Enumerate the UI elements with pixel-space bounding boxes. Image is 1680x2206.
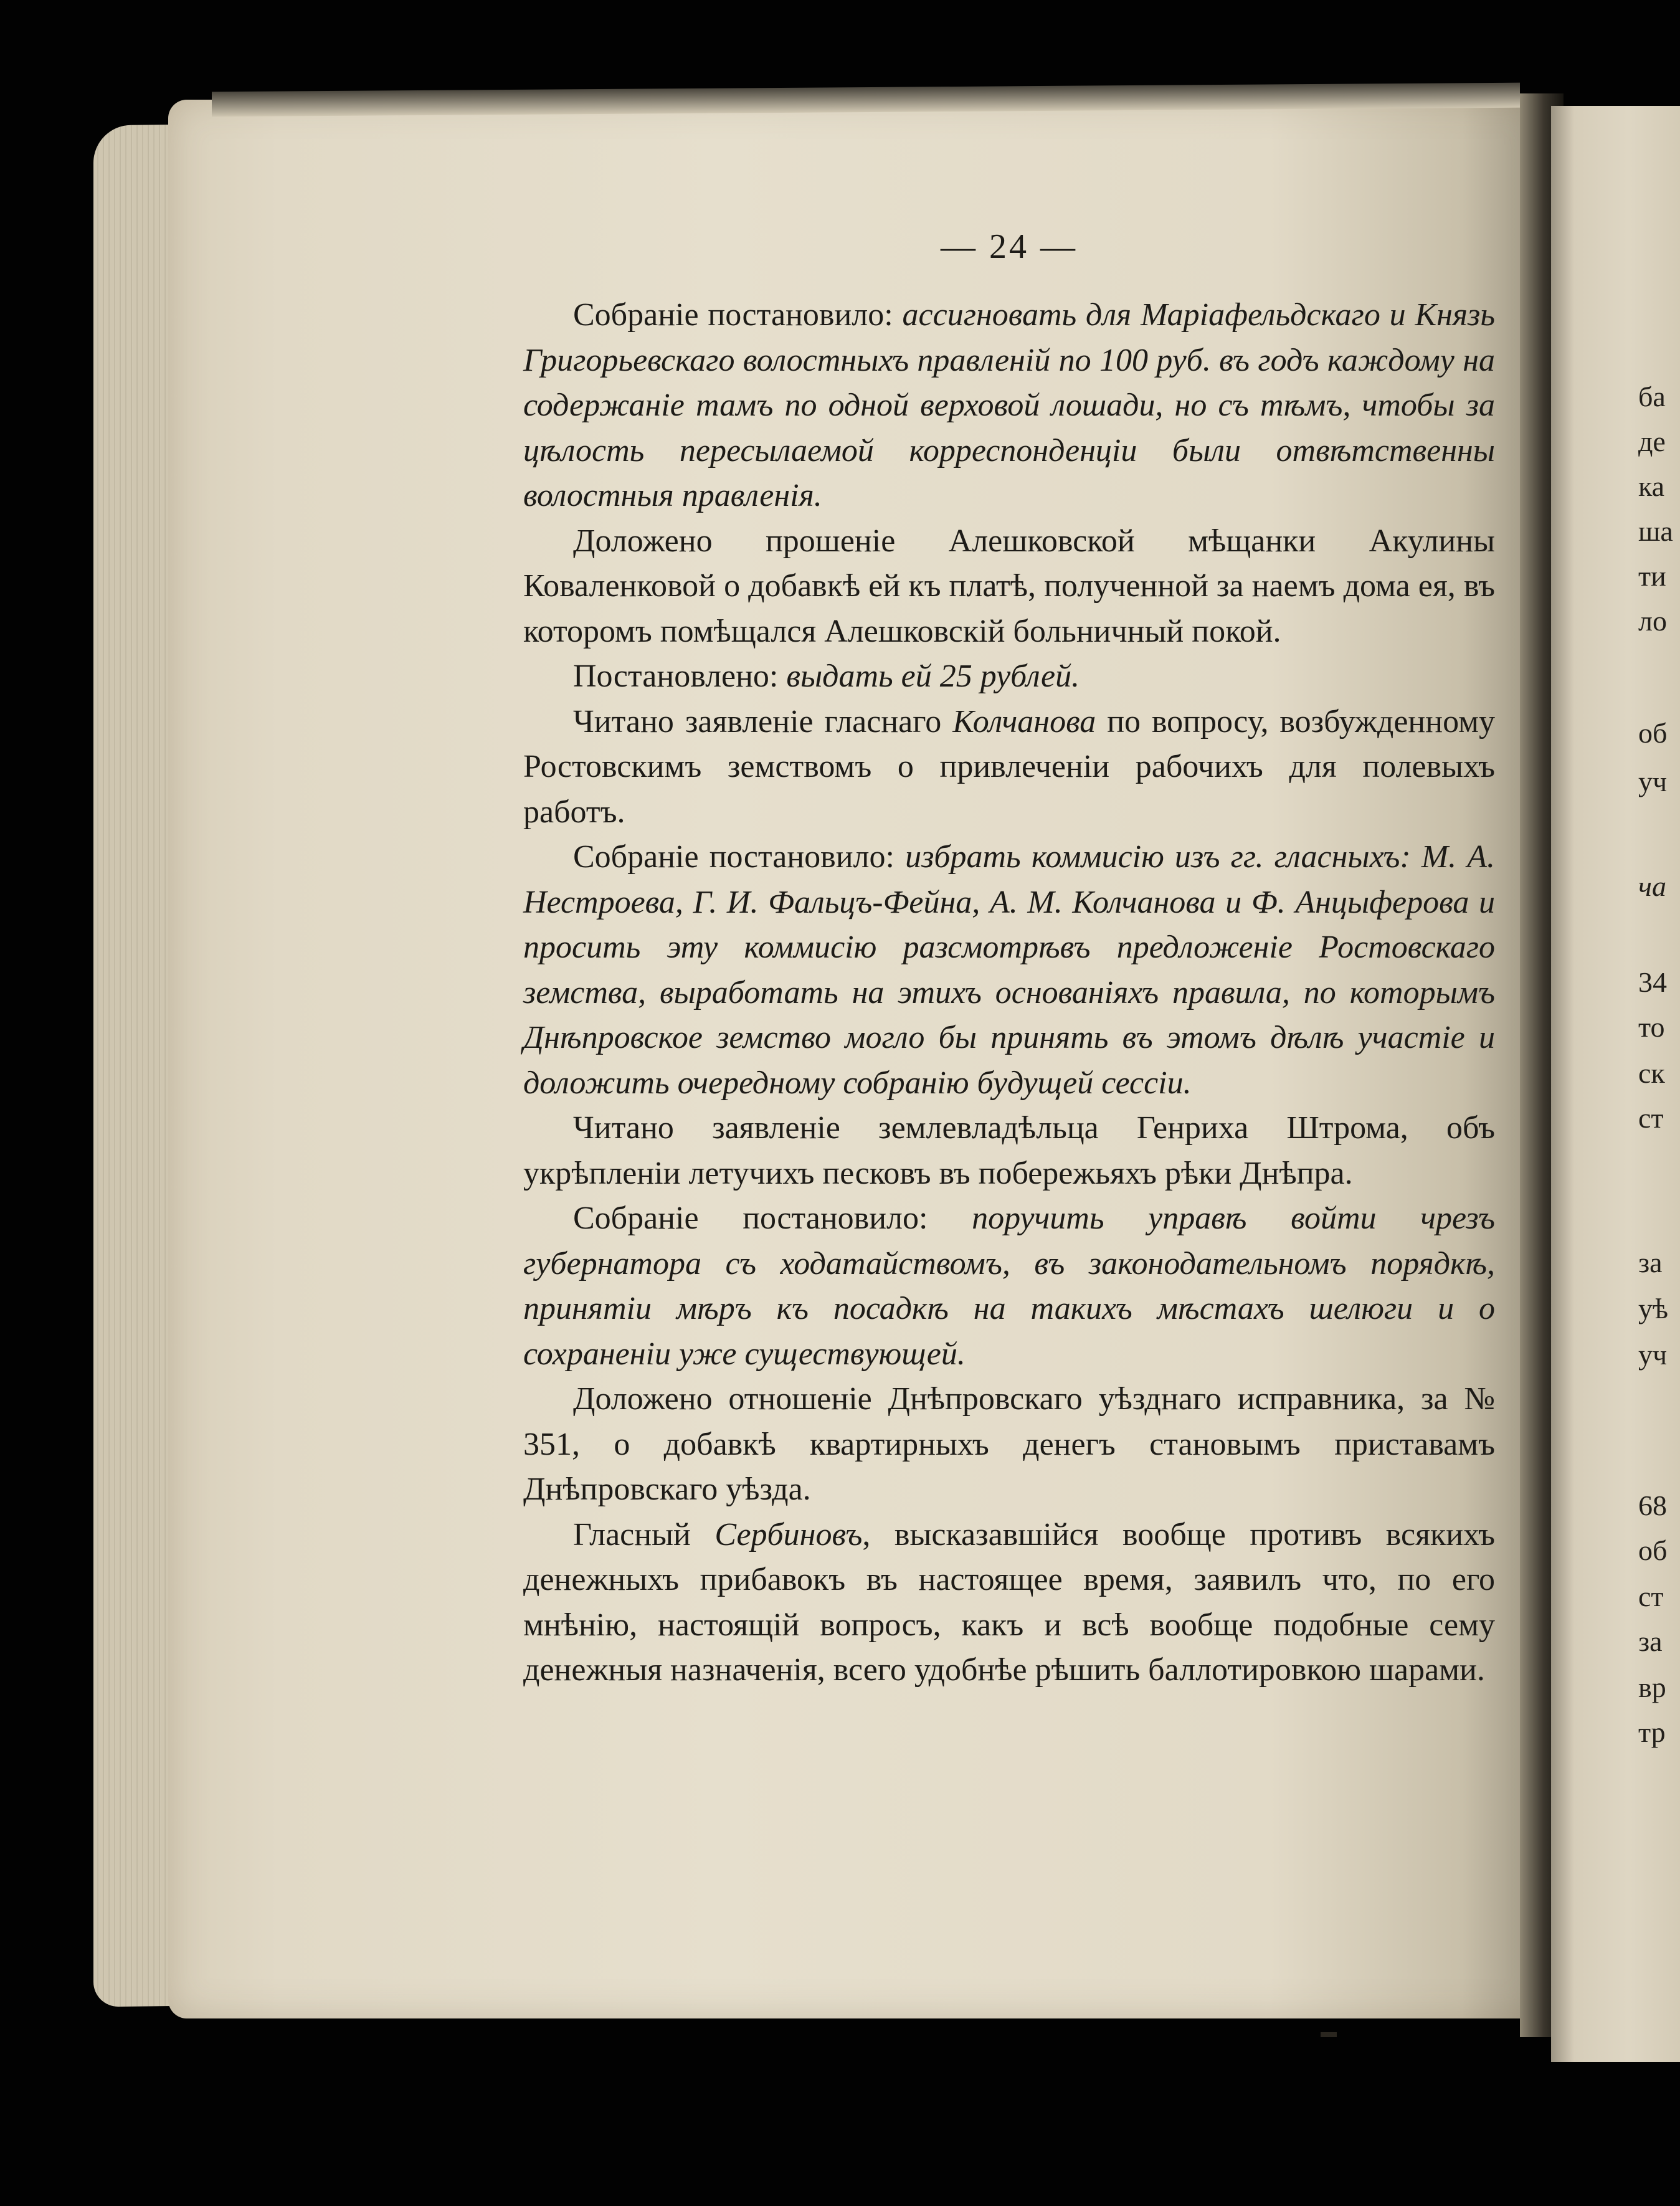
right-page-fragment: ст [1638,1581,1664,1612]
page-number: — 24 — [941,227,1078,266]
ink-mark [1321,2032,1337,2037]
text-run: Собраніе постановило: [573,1200,972,1236]
paragraph [523,1513,1495,1693]
right-page-fragment: де [1638,426,1666,457]
right-page-fragment: ча [1638,870,1666,902]
right-page-fragment: ша [1638,515,1673,547]
right-page-fragment: за [1638,1625,1663,1657]
italic-text-run: Колчанова [952,703,1096,739]
text-run: Собраніе постановило: [573,839,906,875]
right-page-fragment: ск [1638,1057,1665,1089]
right-page-fragment: ти [1638,560,1666,592]
right-page-fragment: тр [1638,1716,1666,1748]
paragraph [523,519,1495,655]
right-page-fragment: ба [1638,381,1666,412]
paragraph [523,700,1495,835]
text-run: Постановлено: [573,658,787,694]
right-page-fragment: об [1638,717,1668,749]
paragraph [523,1196,1495,1377]
text-run: , высказавшійся вообще противъ всякихъ денежныхъ прибавокъ въ настоящее время, заявилъ что, по его мнѣнію, настоящій вопросъ, какъ и всѣ вообще подобные сему денежныя назначенія, всего удобнѣе рѣшить баллотировкою шарами. [523,1516,1496,1688]
page-text [523,293,1495,1693]
page-content [523,227,1496,1693]
text-run: Доложено отношеніе Днѣпровскаго уѣзднаго исправника, за № 351, о добавкѣ квартирныхъ денегъ становымъ приставамъ Днѣпровскаго уѣзда. [523,1381,1495,1507]
right-page-fragment: за [1638,1247,1663,1278]
text-run: Собраніе постановило: [573,297,903,333]
right-page-fragment: 34 [1638,966,1667,998]
text-run: Доложено прошеніе Алешковской мѣщанки Акулины Коваленковой о добавкѣ ей къ платѣ, полученной за наемъ дома ея, въ которомъ помѣщался Алешковскій больничный покой. [523,523,1495,649]
text-run: по вопросу, возбужденному Ростовскимъ земствомъ о привлеченіи рабочихъ для полевыхъ работъ. [523,703,1495,830]
italic-text-run: поручить управѣ войти чрезъ губернатора съ ходатайствомъ, въ законодательномъ порядкѣ, принятіи мѣръ къ посадкѣ на такихъ мѣстахъ шелюги и о сохраненіи уже существующей. [523,1200,1495,1372]
paragraph [523,654,1495,700]
right-page-fragment: уѣ [1638,1293,1668,1324]
italic-text-run: избрать коммисію изъ гг. гласныхъ: М. А. Нестроева, Г. И. Фальцъ-Фейна, А. М. Колчанова и Ф. Анцыферова и просить эту коммисію разсмотрѣвъ предложеніе Ростовскаго земства, выработать на этихъ основаніяхъ правила, по которымъ Днѣпровское земство могло бы принять въ этомъ дѣлѣ участіе и доложить очередному собранію будущей сессіи. [523,839,1495,1101]
right-page-fragment: вр [1638,1671,1666,1703]
right-page-fragment: то [1638,1011,1665,1043]
paragraph [523,1377,1495,1513]
right-page-fragment: 68 [1638,1490,1667,1521]
paragraph [523,835,1495,1106]
paragraph [523,293,1495,519]
right-page-fragment: ка [1638,470,1665,502]
italic-text-run: выдать ей 25 рублей. [786,658,1080,694]
italic-text-run: ассигновать для Маріафельдскаго и Князь Григорьевскаго волостныхъ правленій по 100 руб. въ годъ каждому на содержаніе тамъ по одной верховой лошади, но съ тѣмъ, чтобы за цѣлость пересылаемой корреспонденціи были отвѣтственны волостныя правленія. [523,297,1495,513]
right-page-fragment: уч [1638,766,1668,797]
right-page-fragment: ло [1638,605,1667,637]
text-run: Гласный [573,1516,715,1552]
right-page-fragment: ст [1638,1102,1664,1134]
paragraph [523,1106,1495,1196]
italic-text-run: Сербиновъ [714,1516,863,1552]
right-page-fragment: уч [1638,1339,1668,1371]
text-run: Читано заявленіе землевладѣльца Генриха Штрома, объ укрѣпленіи летучихъ песковъ въ побережьяхъ рѣки Днѣпра. [523,1110,1495,1191]
right-page-fragment: об [1638,1534,1668,1566]
text-run: Читано заявленіе гласнаго [573,703,953,739]
